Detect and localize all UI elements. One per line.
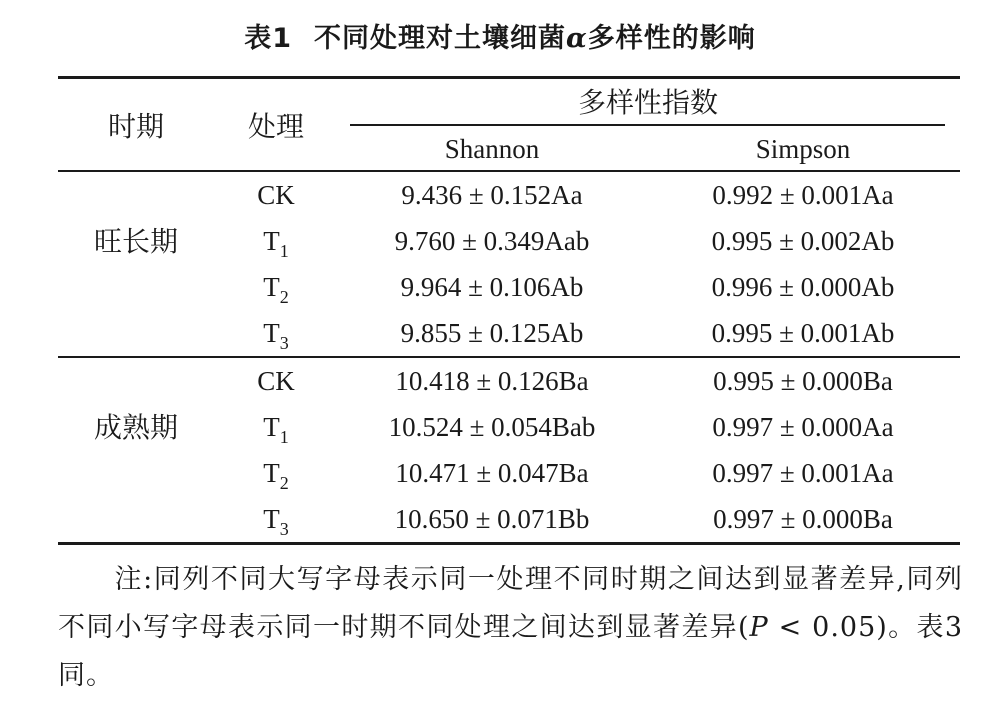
alpha-symbol: α — [566, 23, 588, 54]
treatment-cell: $T_1$ — [263, 412, 289, 447]
treatment-cell: CK — [257, 366, 295, 396]
simpson-cell: 0.995 ± 0.001Ab — [711, 318, 895, 348]
simpson-cell: 0.995 ± 0.002Ab — [711, 226, 895, 256]
header-shannon: Shannon — [444, 134, 540, 164]
simpson-cell: 0.996 ± 0.000Ab — [711, 272, 895, 302]
shannon-cell: 9.436 ± 0.152Aa — [401, 180, 583, 210]
table-caption — [0, 16, 1000, 55]
header-bottom-rule — [58, 170, 960, 172]
header-diversity-index: 多样性指数 — [577, 86, 719, 119]
group-divider-rule — [58, 356, 960, 358]
treatment-cell: CK — [257, 180, 295, 210]
p-symbol: P — [749, 612, 769, 643]
treatment-cell: $T_1$ — [263, 226, 289, 261]
simpson-cell: 0.997 ± 0.000Aa — [712, 412, 894, 442]
treatment-cell: $T_3$ — [263, 318, 289, 353]
table-top-rule — [58, 76, 960, 79]
shannon-cell: 10.471 ± 0.047Ba — [395, 458, 589, 488]
simpson-cell: 0.997 ± 0.000Ba — [713, 504, 893, 534]
header-simpson: Simpson — [755, 134, 851, 164]
simpson-cell: 0.997 ± 0.001Aa — [712, 458, 894, 488]
shannon-cell: 9.760 ± 0.349Aab — [394, 226, 590, 256]
treatment-cell: $T_3$ — [263, 504, 289, 539]
simpson-cell: 0.992 ± 0.001Aa — [712, 180, 894, 210]
header-treatment: 处理 — [247, 110, 305, 143]
shannon-cell: 9.964 ± 0.106Ab — [400, 272, 584, 302]
p-value: < 0.05 — [768, 612, 877, 643]
header-period: 时期 — [107, 110, 165, 143]
period-label: 旺长期 — [93, 225, 179, 258]
note-tail: )。表3同。 — [58, 612, 963, 691]
table-number: 表1 — [244, 23, 292, 54]
table-bottom-rule — [58, 542, 960, 545]
shannon-cell: 10.650 ± 0.071Bb — [394, 504, 590, 534]
shannon-cell: 10.418 ± 0.126Ba — [395, 366, 589, 396]
treatment-cell: $T_2$ — [263, 272, 289, 307]
shannon-cell: 10.524 ± 0.054Bab — [388, 412, 596, 442]
period-label: 成熟期 — [93, 411, 179, 444]
simpson-cell: 0.995 ± 0.000Ba — [713, 366, 893, 396]
caption-text-after: 多样性的影响 — [587, 23, 756, 54]
note-text: 注:同列不同大写字母表示同一处理不同时期之间达到显著差异,同列不同小写字母表示同一时期不同处理之间达到显著差异( — [58, 564, 963, 643]
diversity-index-rule — [350, 124, 945, 126]
treatment-cell: $T_2$ — [263, 458, 289, 493]
shannon-cell: 9.855 ± 0.125Ab — [400, 318, 584, 348]
table-note — [58, 556, 963, 700]
caption-text-before: 不同处理对土壤细菌 — [314, 23, 566, 54]
